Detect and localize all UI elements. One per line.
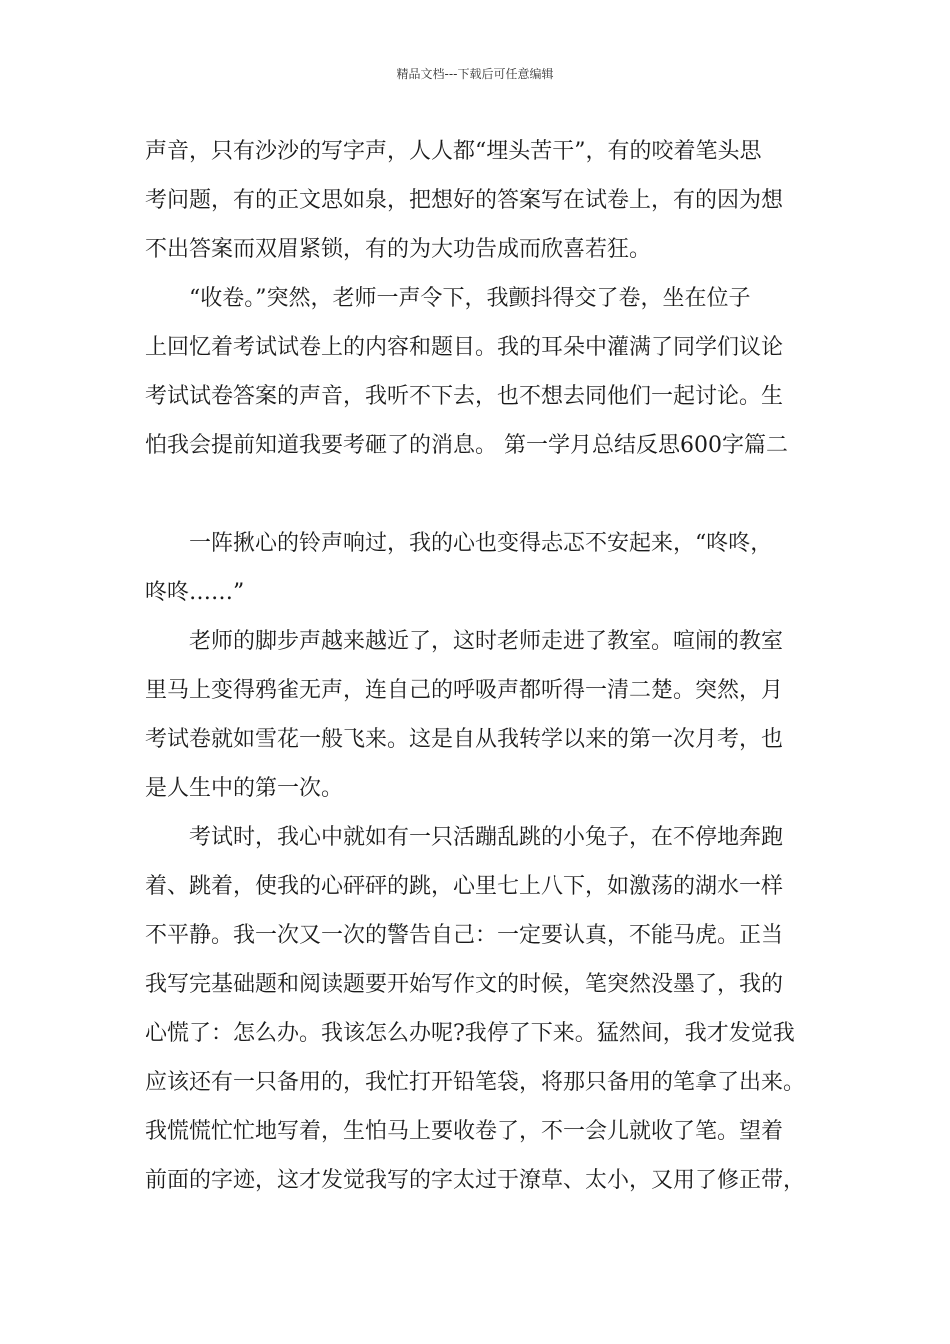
text-line: 着、跳着，使我的心砰砰的跳，心里七上八下，如激荡的湖水一样 [145, 874, 784, 899]
document-body [145, 132, 827, 1210]
text-line: 怕我会提前知道我要考砸了的消息。 第一学月总结反思600字篇二 [145, 433, 788, 458]
text-line: 不出答案而双眉紧锁，有的为大功告成而欣喜若狂。 [145, 237, 652, 262]
text-line: 里马上变得鸦雀无声，连自己的呼吸声都听得一清二楚。突然，月 [145, 678, 784, 703]
text-line: 考问题，有的正文思如泉，把想好的答案写在试卷上，有的因为想 [145, 188, 784, 213]
text-line: 心慌了：怎么办。我该怎么办呢?我停了下来。猛然间，我才发觉我 [145, 1021, 795, 1046]
paragraph-start-line: 考试时，我心中就如有一只活蹦乱跳的小兔子，在不停地奔跑 [189, 825, 784, 850]
text-line: 考试卷就如雪花一般飞来。这是自从我转学以来的第一次月考，也 [145, 727, 784, 752]
text-line: 声音，只有沙沙的写字声，人人都“埋头苦干”，有的咬着笔头思 [145, 139, 762, 164]
text-line: 上回忆着考试试卷上的内容和题目。我的耳朵中灌满了同学们议论 [145, 335, 784, 360]
text-line: 前面的字迹，这才发觉我写的字太过于潦草、太小，又用了修正带， [145, 1168, 806, 1193]
text-line: 我写完基础题和阅读题要开始写作文的时候，笔突然没墨了，我的 [145, 972, 784, 997]
text-line: 应该还有一只备用的，我忙打开铅笔袋，将那只备用的笔拿了出来。 [145, 1070, 806, 1095]
text-line: 考试试卷答案的声音，我听不下去，也不想去同他们一起讨论。生 [145, 384, 784, 409]
page-header: 精品文档---下载后可任意编辑 [396, 67, 554, 81]
text-line: 咚咚……” [145, 580, 245, 605]
text-line: 是人生中的第一次。 [145, 776, 344, 801]
text-line: 不平静。我一次又一次的警告自己：一定要认真，不能马虎。正当 [145, 923, 784, 948]
paragraph-start-line: 老师的脚步声越来越近了，这时老师走进了教室。喧闹的教室 [189, 629, 784, 654]
text-line: 我慌慌忙忙地写着，生怕马上要收卷了，不一会儿就收了笔。望着 [145, 1119, 784, 1144]
paragraph-gap [145, 475, 827, 524]
paragraph-start-line: “收卷。”突然，老师一声令下，我颤抖得交了卷，坐在位子 [189, 286, 751, 311]
paragraph-start-line: 一阵揪心的铃声响过，我的心也变得忐忑不安起来，“咚咚， [189, 531, 773, 556]
